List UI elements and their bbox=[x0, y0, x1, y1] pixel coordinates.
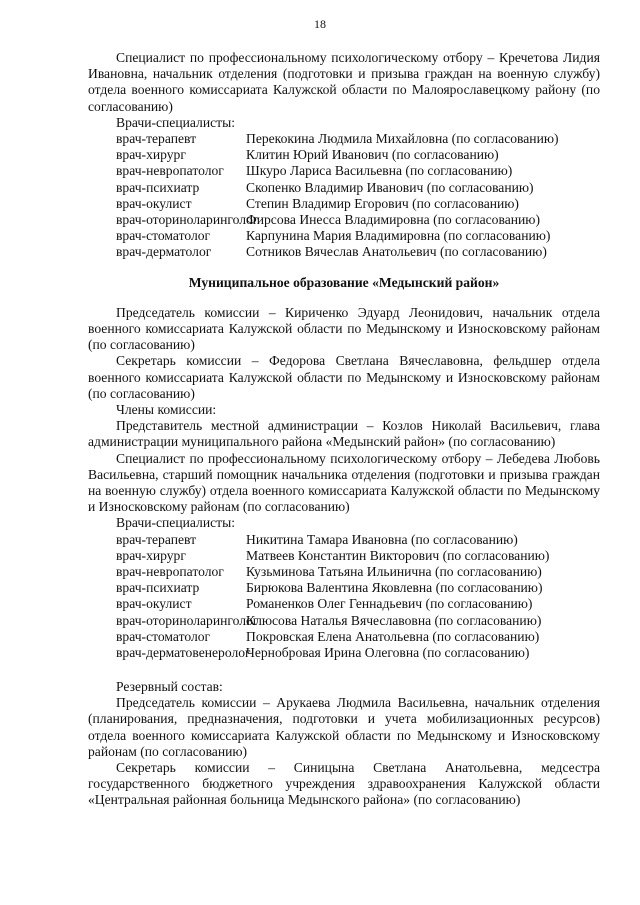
medyn-doctors-heading: Врачи-специалисты: bbox=[116, 515, 235, 531]
doctor-name: Бирюкова Валентина Яковлевна (по согласованию) bbox=[246, 580, 543, 596]
doctor-row bbox=[88, 564, 600, 580]
reserve-secretary: Секретарь комиссии – Синицына Светлана Анатольевна, медсестра государственного бюджетного учреждения здравоохранения Калужской области «Центральная районная больница Медынского района» (по согласованию) bbox=[88, 760, 600, 808]
doctor-row bbox=[88, 212, 600, 228]
document-body bbox=[88, 50, 600, 809]
doctor-role: врач-хирург bbox=[116, 147, 186, 163]
doctor-row bbox=[88, 596, 600, 612]
doctor-row bbox=[88, 131, 600, 147]
doctor-role: врач-психиатр bbox=[116, 179, 200, 195]
doctor-name: Шкуро Лариса Васильевна (по согласованию) bbox=[246, 163, 513, 179]
doctor-row bbox=[88, 532, 600, 548]
medyn-secretary: Секретарь комиссии – Федорова Светлана Вячеславовна, фельдшер отдела военного комиссариата Калужской области по Медынскому и Износковскому районам (по согласованию) bbox=[88, 353, 600, 401]
top-doctors-heading: Врачи-специалисты: bbox=[116, 114, 235, 130]
doctor-role: врач-стоматолог bbox=[116, 228, 211, 244]
reserve-chairman: Председатель комиссии – Арукаева Людмила Васильевна, начальник отделения (планирования, предназначения, подготовки и учета мобилизационных ресурсов) отдела военного комиссариата Калужской области по Медынскому и Износковскому районам (по согласованию) bbox=[88, 695, 600, 759]
doctor-row bbox=[88, 629, 600, 645]
medyn-doctors-list bbox=[88, 532, 600, 662]
doctor-role: врач-хирург bbox=[116, 547, 186, 563]
doctor-name: Фирсова Инесса Владимировна (по согласованию) bbox=[246, 211, 540, 227]
doctor-name: Степин Владимир Егорович (по согласованию) bbox=[246, 195, 519, 211]
doctor-role: врач-дерматовенеролог bbox=[116, 644, 251, 660]
doctor-row bbox=[88, 163, 600, 179]
doctor-row bbox=[88, 228, 600, 244]
doctor-row bbox=[88, 645, 600, 661]
doctor-role: врач-дерматолог bbox=[116, 244, 212, 260]
doctor-role: врач-терапевт bbox=[116, 531, 197, 547]
top-doctors-list bbox=[88, 131, 600, 261]
doctor-role: врач-невропатолог bbox=[116, 563, 224, 579]
doctor-role: врач-оториноларинголог bbox=[116, 211, 259, 227]
doctor-row bbox=[88, 147, 600, 163]
section-title: Муниципальное образование «Медынский район» bbox=[188, 274, 500, 290]
doctor-role: врач-стоматолог bbox=[116, 628, 211, 644]
doctor-name: Клюсова Наталья Вячеславовна (по согласованию) bbox=[246, 612, 542, 628]
doctor-name: Клитин Юрий Иванович (по согласованию) bbox=[246, 147, 499, 163]
doctor-row bbox=[88, 196, 600, 212]
doctor-name: Перекокина Людмила Михайловна (по согласованию) bbox=[246, 131, 559, 147]
doctor-row bbox=[88, 613, 600, 629]
medyn-specialist: Специалист по профессиональному психологическому отбору – Лебедева Любовь Васильевна, старший помощник начальника отделения (подготовки и призыва граждан на военную службу) отдела военного комиссариата Калужской области по Медынскому и Износковскому районам (по согласованию) bbox=[88, 450, 600, 515]
medyn-admin-rep: Представитель местной администрации – Козлов Николай Васильевич, глава администрации муниципального района «Медынский район» (по согласованию) bbox=[88, 418, 600, 450]
doctor-name: Скопенко Владимир Иванович (по согласованию) bbox=[246, 179, 534, 195]
doctor-role: врач-невропатолог bbox=[116, 163, 224, 179]
medyn-chairman: Председатель комиссии – Кириченко Эдуард Леонидович, начальник отдела военного комиссариата Калужской области по Медынскому и Износковскому районам (по согласованию) bbox=[88, 304, 600, 353]
doctor-name: Сотников Вячеслав Анатольевич (по согласованию) bbox=[246, 244, 547, 260]
doctor-role: врач-терапевт bbox=[116, 131, 197, 147]
doctor-name: Кузьминова Татьяна Ильинична (по согласованию) bbox=[246, 563, 542, 579]
doctor-name: Чернобровая Ирина Олеговна (по согласованию) bbox=[246, 644, 530, 660]
doctor-role: врач-окулист bbox=[116, 195, 192, 211]
top-specialist: Специалист по профессиональному психологическому отбору – Кречетова Лидия Ивановна, начальник отделения (подготовки и призыва граждан на военную службу) отдела военного комиссариата Калужской области по Малоярославецкому району (по согласованию) bbox=[88, 50, 600, 114]
doctor-role: врач-оториноларинголог bbox=[116, 612, 259, 628]
doctor-name: Матвеев Константин Викторович (по согласованию) bbox=[246, 547, 550, 563]
doctor-role: врач-окулист bbox=[116, 596, 192, 612]
doctor-name: Никитина Тамара Ивановна (по согласованию) bbox=[246, 531, 518, 547]
doctor-row bbox=[88, 580, 600, 596]
doctor-row bbox=[88, 548, 600, 564]
doctor-name: Карпунина Мария Владимировна (по согласованию) bbox=[246, 228, 551, 244]
page-number: 18 bbox=[314, 17, 326, 31]
doctor-row bbox=[88, 180, 600, 196]
doctor-role: врач-психиатр bbox=[116, 580, 200, 596]
medyn-members-heading: Члены комиссии: bbox=[116, 401, 217, 417]
doctor-row bbox=[88, 244, 600, 260]
doctor-name: Покровская Елена Анатольевна (по согласованию) bbox=[246, 628, 540, 644]
spacer bbox=[88, 661, 600, 679]
reserve-heading: Резервный состав: bbox=[116, 679, 223, 695]
doctor-name: Романенков Олег Геннадьевич (по согласованию) bbox=[246, 596, 533, 612]
